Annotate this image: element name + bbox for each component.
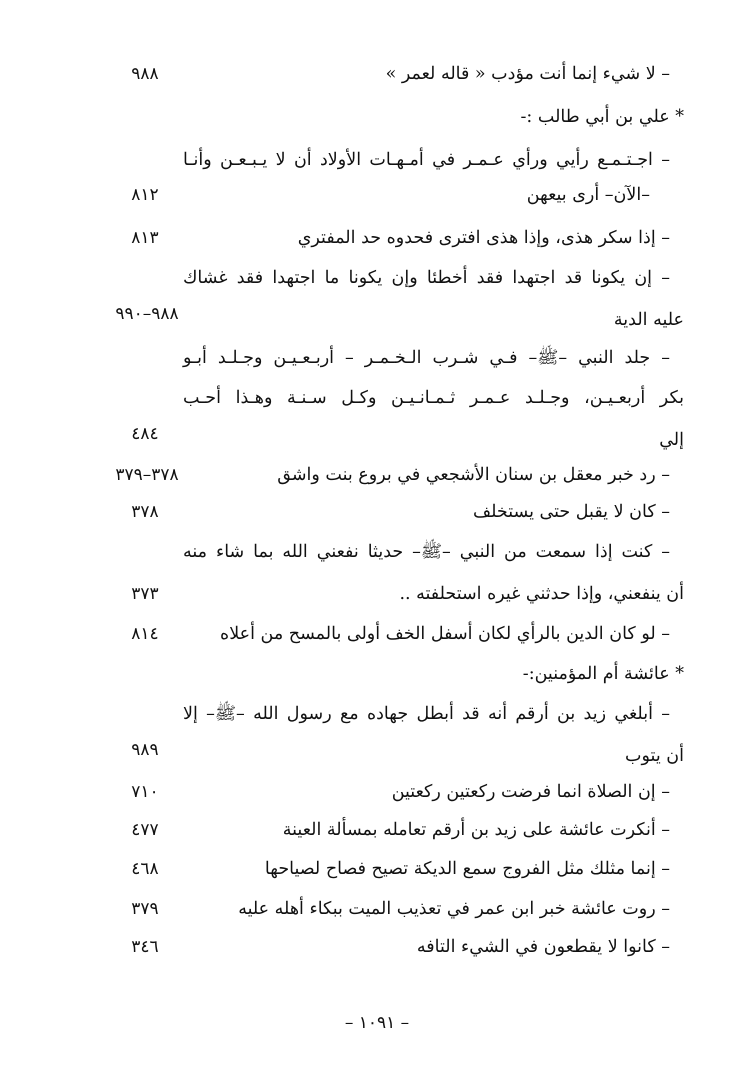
entry-page-ref: ٣٧٣	[131, 584, 159, 604]
entry-text: – إذا سكر هذى، وإذا هذى افترى فحدوه حد المفتري	[297, 228, 670, 248]
entry-text: – إنما مثلك مثل الفروج سمع الديكة تصيح فصاح لصياحها	[264, 859, 670, 879]
entry-text-continuation: بكر أربعـيـن، وجـلـد عـمـر ثـمـانـيـن وكـل سـنـة وهـذا أحـب	[183, 388, 684, 408]
entry-text-continuation: أن ينفعني، وإذا حدثني غيره استحلفته ..	[399, 584, 684, 604]
entry-page-ref: ٤٦٨	[131, 859, 159, 879]
entry-text: – رد خبر معقل بن سنان الأشجعي في بروع بنت واشق	[277, 465, 670, 485]
entry-text-continuation: أن يتوب	[625, 746, 684, 766]
entry-text: – كنت إذا سمعت من النبي –ﷺ– حديثا نفعني الله بما شاء منه	[183, 542, 670, 562]
entry-page-ref: ٣٤٦	[131, 937, 159, 957]
entry-text: – إن الصلاة انما فرضت ركعتين ركعتين	[391, 782, 670, 802]
entry-text: – إن يكونا قد اجتهدا فقد أخطئا وإن يكونا ما اجتهدا فقد غشاك	[183, 268, 670, 288]
entry-page-ref: ٣٧٩	[131, 899, 159, 919]
entry-text: – روت عائشة خبر ابن عمر في تعذيب الميت ببكاء أهله عليه	[238, 899, 670, 919]
entry-text-continuation: إلي	[659, 430, 684, 450]
section-heading: * علي بن أبي طالب :-	[520, 107, 684, 127]
section-heading: * عائشة أم المؤمنين:-	[522, 664, 684, 684]
entry-page-ref: ٤٧٧	[131, 820, 159, 840]
entry-page-ref: ٤٨٤	[131, 424, 159, 444]
entry-page-ref: ٧١٠	[131, 782, 159, 802]
entry-page-ref: ٣٧٨	[131, 502, 159, 522]
entry-page-ref: ٩٨٩	[131, 740, 159, 760]
entry-text: – أبلغي زيد بن أرقم أنه قد أبطل جهاده مع رسول الله –ﷺ– إلا	[183, 704, 670, 724]
entry-text-continuation: عليه الدية	[613, 310, 684, 330]
page-number: – ١٠٩١ –	[344, 1013, 410, 1033]
entry-text: – كان لا يقبل حتى يستخلف	[473, 502, 670, 522]
entry-page-ref: ٩٨٨	[131, 64, 159, 84]
entry-page-ref: ٩٨٨–٩٩٠	[115, 304, 179, 324]
entry-text: – لو كان الدين بالرأي لكان أسفل الخف أولى بالمسح من أعلاه	[220, 624, 670, 644]
entry-page-ref: ٨١٣	[131, 228, 159, 248]
entry-text: – جلد النبي –ﷺ– فـي شـرب الـخـمـر – أربـعـيـن وجـلـد أبـو	[183, 348, 670, 368]
entry-page-ref: ٨١٢	[131, 185, 159, 205]
entry-text-continuation: –الآن– أرى بيعهن	[526, 185, 650, 205]
entry-text: – كانوا لا يقطعون في الشيء التافه	[416, 937, 670, 957]
entry-text: – اجـتـمـع رأيي ورأي عـمـر في أمـهـات الأولاد أن لا يـبـعـن وأنـا	[183, 150, 670, 170]
entry-page-ref: ٣٧٨–٣٧٩	[115, 465, 179, 485]
entry-text: – لا شيء إنما أنت مؤدب « قاله لعمر »	[385, 64, 670, 84]
entry-text: – أنكرت عائشة على زيد بن أرقم تعامله بمسألة العينة	[282, 820, 670, 840]
entry-page-ref: ٨١٤	[131, 624, 159, 644]
